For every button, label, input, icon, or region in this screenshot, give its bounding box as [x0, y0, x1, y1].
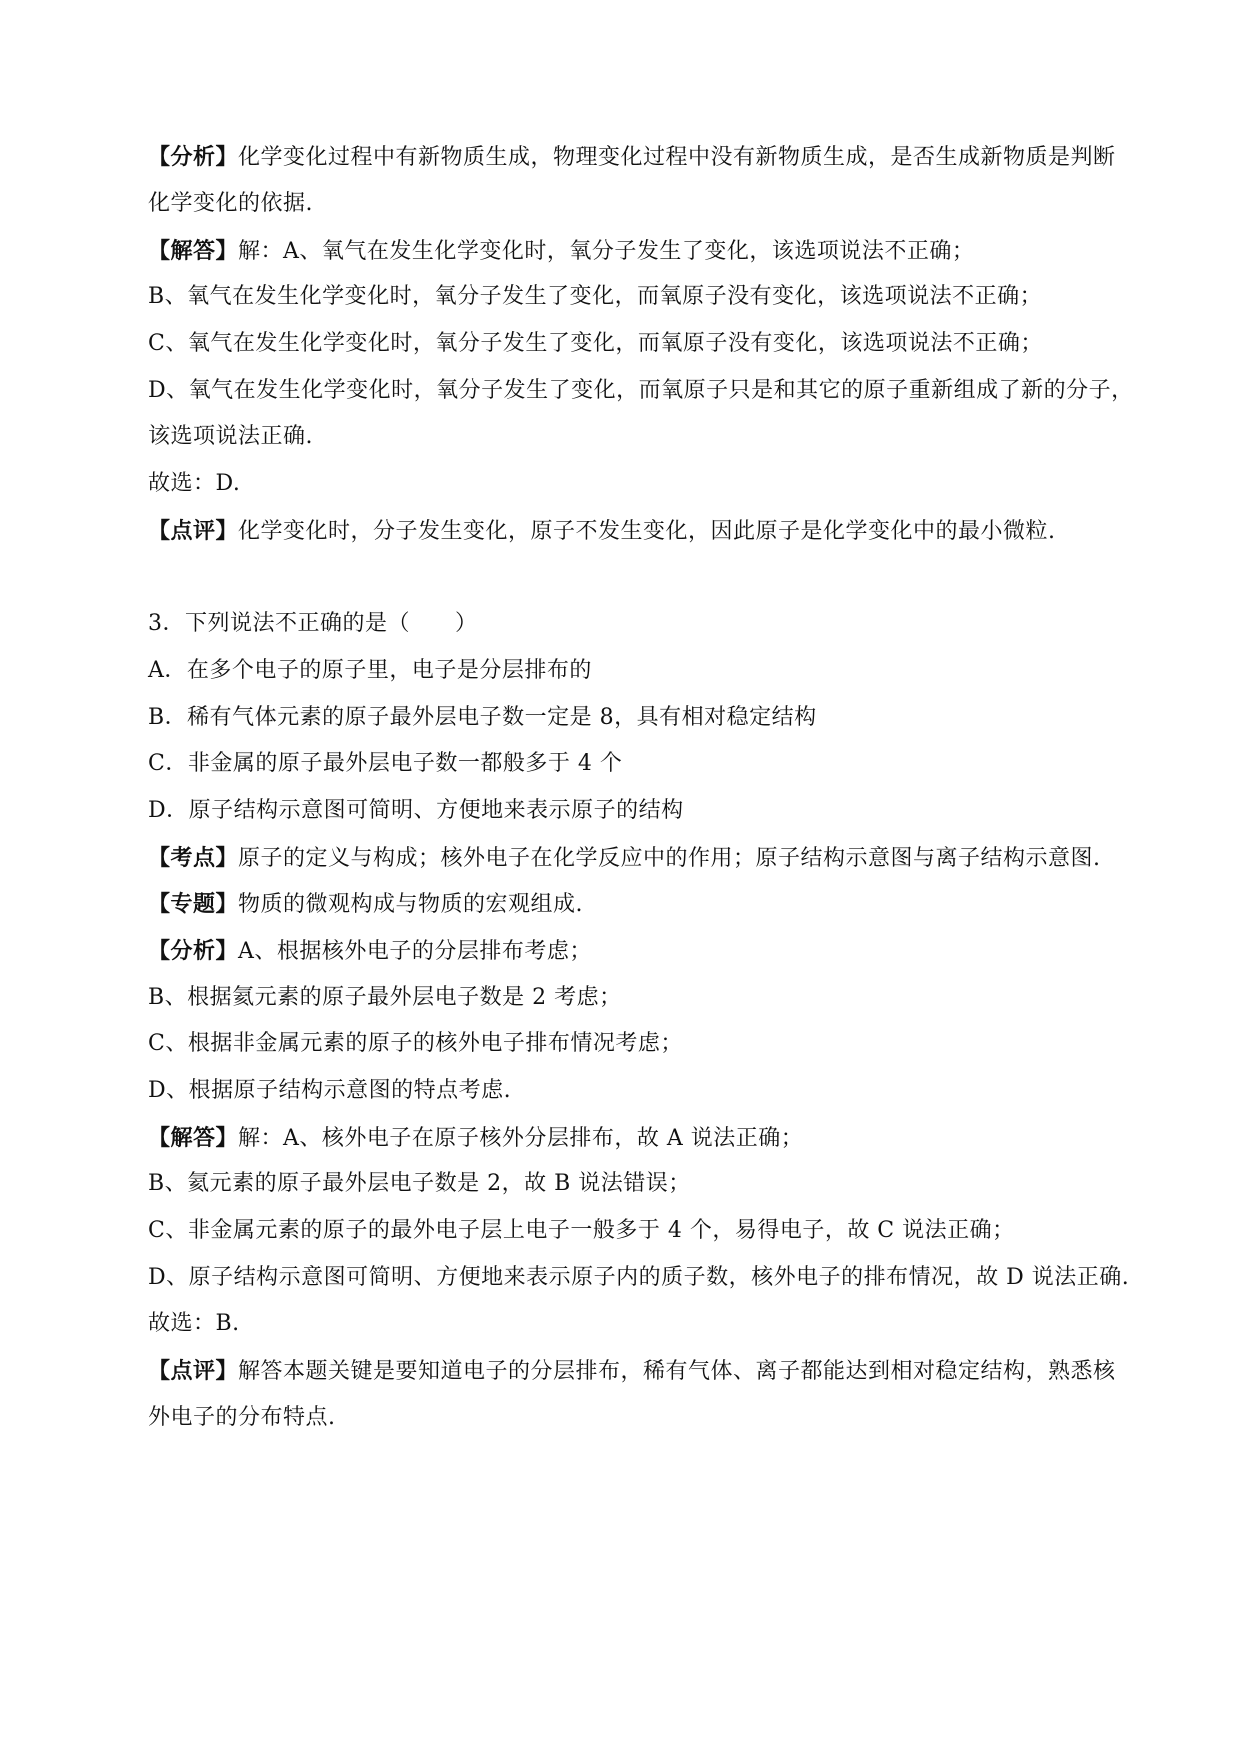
option-c: C．非金属的原子最外层电子数一都般多于 4 个 [148, 751, 623, 776]
comment3-line [148, 1356, 1116, 1387]
analysis-tag: 【分析】 [148, 144, 239, 170]
answer-tag: 【解答】 [148, 238, 239, 264]
topic-text: 物质的微观构成与物质的宏观组成. [238, 892, 584, 917]
answer3-tag: 【解答】 [148, 1125, 239, 1151]
analysis-text: 化学变化过程中有新物质生成，物理变化过程中没有新物质生成，是否生成新物质是判断 [238, 145, 1116, 170]
topic-tag: 【专题】 [148, 891, 239, 917]
answer3-b: B、氦元素的原子最外层电子数是 2，故 B 说法错误； [148, 1171, 691, 1196]
analysis3-tag: 【分析】 [148, 938, 239, 964]
analysis-line [148, 142, 1116, 173]
answer-option-d-cont: 该选项说法正确. [148, 424, 313, 449]
option-a: A．在多个电子的原子里，电子是分层排布的 [148, 658, 592, 683]
comment-line [148, 516, 1056, 547]
answer3-line [148, 1123, 803, 1154]
answer3-c: C、非金属元素的原子的最外电子层上电子一般多于 4 个，易得电子，故 C 说法正确； [148, 1218, 1015, 1243]
comment3-tag: 【点评】 [148, 1358, 239, 1384]
analysis3-b: B、根据氦元素的原子最外层电子数是 2 考虑； [148, 985, 622, 1010]
comment3-text: 解答本题关键是要知道电子的分层排布，稀有气体、离子都能达到相对稳定结构，熟悉核 [238, 1359, 1116, 1384]
question-stem: 3．下列说法不正确的是（ ） [148, 611, 478, 636]
answer3-d: D、原子结构示意图可简明、方便地来表示原子内的质子数，核外电子的排布情况，故 D 说法正确. [148, 1265, 1130, 1290]
analysis3-a: A、根据核外电子的分层排布考虑； [238, 939, 592, 964]
choice-text: 故选：D. [148, 471, 241, 496]
comment3-cont: 外电子的分布特点. [148, 1405, 336, 1430]
answer-text: 解：A、氧气在发生化学变化时，氧分子发生了变化，该选项说法不正确； [238, 239, 975, 264]
analysis3-d: D、根据原子结构示意图的特点考虑. [148, 1078, 512, 1103]
point-tag: 【考点】 [148, 845, 239, 871]
comment-tag: 【点评】 [148, 518, 239, 544]
answer-option-b: B、氧气在发生化学变化时，氧分子发生了变化，而氧原子没有变化，该选项说法不正确； [148, 284, 1043, 309]
option-b: B．稀有气体元素的原子最外层电子数一定是 8，具有相对稳定结构 [148, 705, 817, 730]
topic-line [148, 889, 583, 920]
point-text: 原子的定义与构成；核外电子在化学反应中的作用；原子结构示意图与离子结构示意图. [238, 846, 1101, 871]
analysis3-c: C、根据非金属元素的原子的核外电子排布情况考虑； [148, 1031, 683, 1056]
choice3-text: 故选：B. [148, 1311, 240, 1336]
comment-text: 化学变化时，分子发生变化，原子不发生变化，因此原子是化学变化中的最小微粒. [238, 519, 1056, 544]
option-d: D．原子结构示意图可简明、方便地来表示原子的结构 [148, 798, 684, 823]
answer-line [148, 236, 974, 267]
analysis-text-cont: 化学变化的依据. [148, 191, 313, 216]
point-line [148, 843, 1101, 874]
answer-option-c: C、氧气在发生化学变化时，氧分子发生了变化，而氧原子没有变化，该选项说法不正确； [148, 331, 1043, 356]
answer-option-d: D、氧气在发生化学变化时，氧分子发生了变化，而氧原子只是和其它的原子重新组成了新的分子， [148, 378, 1134, 403]
analysis3-line [148, 936, 592, 967]
answer3-a: 解：A、核外电子在原子核外分层排布，故 A 说法正确； [238, 1126, 804, 1151]
